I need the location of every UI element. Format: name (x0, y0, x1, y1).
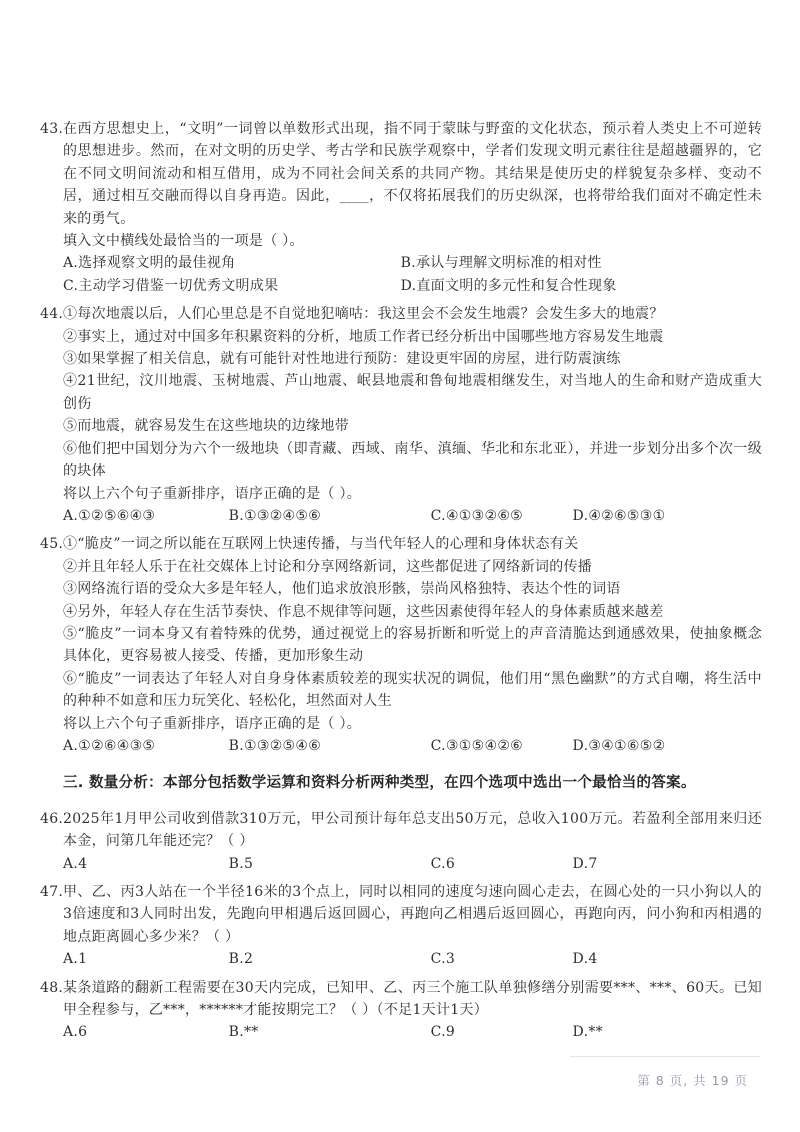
option-b: B.** (228, 1024, 259, 1041)
question-47 (40, 881, 762, 971)
question-text: 在西方思想史上，“文明”一词曾以单数形式出现，指不同于蒙昧与野蛮的文化状态，预示着人类史上不可逆转的思想进步。然而，在对文明的历史学、考古学和民族学观察中，学者们发现文明元素往往是超越疆界的，它在不同文明间流动和相互借用，成为不同社会间关系的共同产物。其结果是使历史的样貌复杂多样、变动不居，通过相互交融而得以自身再造。因此，____，不仅将拓展我们的历史纵深，也将带给我们面对不确定性未来的勇气。 (63, 121, 762, 227)
question-sentence-4: ④21世纪，汶川地震、玉树地震、芦山地震、岷县地震和鲁甸地震相继发生，对当地人的生命和财产造成重大创伤 (63, 373, 762, 412)
question-sentence-5: ⑤而地震，就容易发生在这些地块的边缘地带 (63, 418, 349, 435)
options-group (63, 252, 762, 297)
option-b: B.2 (228, 951, 254, 968)
question-text: 2025年1月甲公司收到借款310万元，甲公司预计每年总支出50万元，总收入100万元。若盈利全部用来归还本金，问第几年能还完？（ ） (63, 810, 762, 850)
option-c: C.6 (430, 855, 456, 872)
option-a: A.6 (63, 1024, 88, 1041)
option-c: C.9 (430, 1024, 456, 1041)
question-sentence-6: ⑥他们把中国划分为六个一级地块（即青藏、西域、南华、滇缅、华北和东北亚），并进一步划分出多个次一级的块体 (63, 440, 762, 480)
question-prompt: 将以上六个句子重新排序，语序正确的是（ ）。 (63, 715, 362, 732)
option-d: D.** (572, 1024, 603, 1041)
question-sentence-6: ⑥“脆皮”一词表达了年轻人对自身身体素质较差的现实状况的调侃，他们用“黑色幽默”的方式自嘲，将生活中的种种不如意和压力玩笑化、轻松化，坦然面对人生 (63, 670, 762, 710)
option-d: D.③④①⑥⑤② (572, 737, 666, 754)
question-text: 甲、乙、丙3人站在一个半径16米的3个点上，同时以相同的速度匀速向圆心走去，在圆心处的一只小狗以人的3倍速度和3人同时出发，先跑向甲相遇后返回圆心，再跑向乙相遇后返回圆心，再跑向丙，问小狗和丙相遇的地点距离圆心多少米？（ ） (63, 884, 762, 945)
option-b: B.5 (228, 855, 254, 872)
option-a: A.①②⑤⑥④③ (63, 507, 156, 524)
option-d: D.7 (572, 855, 598, 872)
question-sentence-3: ③如果掌握了相关信息，就有可能针对性地进行预防：建设更牢固的房屋，进行防震演练 (63, 351, 621, 368)
option-c: C.主动学习借鉴一切优秀文明成果 (63, 277, 279, 294)
option-a: A.1 (63, 951, 88, 968)
footer-divider (570, 1056, 760, 1057)
option-d: D.直面文明的多元性和复合性现象 (400, 277, 617, 294)
option-a: A.选择观察文明的最佳视角 (63, 255, 236, 272)
option-b: B.承认与理解文明标准的相对性 (400, 255, 602, 272)
question-number: 48. (40, 979, 64, 996)
footer-page-indicator: 第 8 页, 共 19 页 (637, 1072, 748, 1088)
option-a: A.4 (63, 855, 88, 872)
question-prompt: 将以上六个句子重新排序，语序正确的是（ ）。 (63, 485, 362, 502)
question-prompt: 填入文中横线处最恰当的一项是（ ）。 (63, 233, 304, 250)
question-sentence-1: ①每次地震以后，人们心里总是不自觉地犯嘀咕：我这里会不会发生地震？会发生多大的地震？ (63, 306, 664, 323)
page-footer (570, 1056, 762, 1132)
question-number: 43. (40, 121, 64, 137)
option-c: C.③①⑤④②⑥ (430, 737, 524, 754)
question-sentence-2: ②并且年轻人乐于在社交媒体上讨论和分享网络新词，这些都促进了网络新词的传播 (63, 558, 593, 575)
question-sentence-4: ④另外，年轻人存在生活节奏快、作息不规律等问题，这些因素使得年轻人的身体素质越来越差 (63, 603, 664, 620)
question-number: 46. (40, 810, 64, 827)
option-c: C.④①③②⑥⑤ (430, 507, 524, 524)
options-group (63, 505, 762, 527)
question-sentence-3: ③网络流行语的受众大多是年轻人，他们追求放浪形骸，崇尚风格独特、表达个性的词语 (63, 581, 621, 598)
options-group (63, 1021, 762, 1043)
option-d: D.④②⑥⑤③① (572, 507, 666, 524)
question-43 (40, 118, 762, 297)
option-c: C.3 (430, 951, 456, 968)
options-group (63, 948, 762, 970)
options-group (63, 853, 762, 875)
question-number: 47. (40, 884, 64, 900)
option-b: B.①③②④⑤⑥ (228, 507, 322, 524)
question-sentence-1: ①“脆皮”一词之所以能在互联网上快速传播，与当代年轻人的心理和身体状态有关 (63, 536, 579, 553)
question-44 (40, 303, 762, 527)
option-b: B.①③②⑤④⑥ (228, 737, 322, 754)
section-header: 三. 数量分析：本部分包括数学运算和资料分析两种类型，在四个选项中选出一个最恰当的答案。 (63, 775, 696, 792)
question-number: 44. (40, 306, 64, 323)
question-46 (40, 808, 762, 875)
option-a: A.①②⑥④③⑤ (63, 737, 156, 754)
question-sentence-5: ⑤“脆皮”一词本身又有着特殊的优势，通过视觉上的容易折断和听觉上的声音清脆达到通感效果，使抽象概念具体化，更容易被人接受、传播，更加形象生动 (63, 625, 762, 665)
options-group (63, 735, 762, 757)
option-d: D.4 (572, 951, 598, 968)
question-48 (40, 977, 762, 1044)
question-text: 某条道路的翻新工程需要在30天内完成，已知甲、乙、丙三个施工队单独修缮分别需要***、***、60天。已知甲全程参与，乙***，******才能按期完工？（ ）（不足1天计1天） (63, 979, 762, 1019)
question-45 (40, 533, 762, 757)
question-sentence-2: ②事实上，通过对中国多年积累资料的分析，地质工作者已经分析出中国哪些地方容易发生地震 (63, 328, 664, 345)
question-number: 45. (40, 536, 64, 553)
